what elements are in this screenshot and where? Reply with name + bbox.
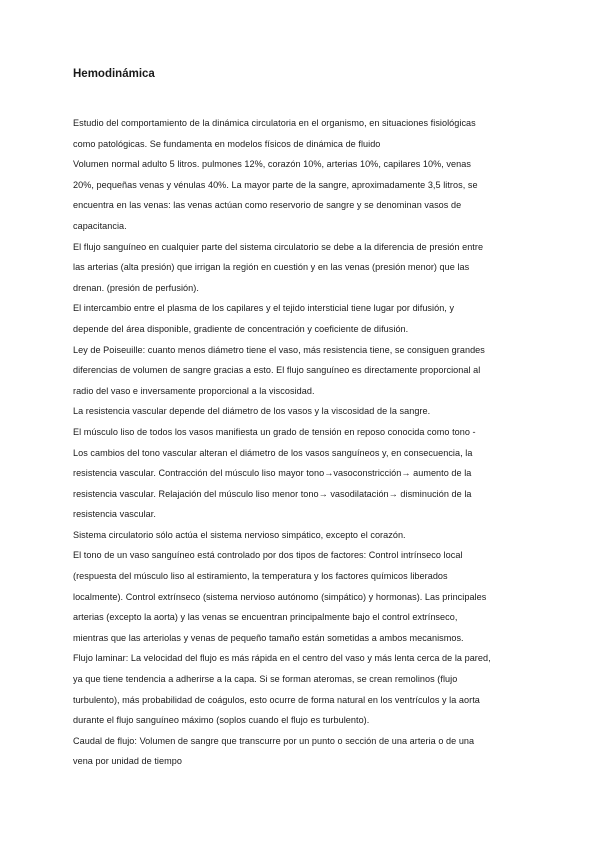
text-line: resistencia vascular. Relajación del músculo liso menor tono→ vasodilatación→ disminución de la [73,488,472,499]
text-line: resistencia vascular. Contracción del músculo liso mayor tono→vasoconstricción→ aumento de la [73,468,472,479]
text-line: Flujo laminar: La velocidad del flujo es más rápida en el centro del vaso y más lenta cerca de la pared, [73,653,491,664]
text-line: El intercambio entre el plasma de los capilares y el tejido intersticial tiene lugar por difusión, y [73,303,455,314]
text-line: Ley de Poiseuille: cuanto menos diámetro tiene el vaso, más resistencia tiene, se consiguen grandes [73,344,485,355]
text-line: turbulento), más probabilidad de coágulos, esto ocurre de forma natural en los ventrículos y la aorta [73,694,480,705]
text-line: 20%, pequeñas venas y vénulas 40%. La mayor parte de la sangre, aproximadamente 3,5 litros, se [73,179,478,190]
text-line: Caudal de flujo: Volumen de sangre que transcurre por un punto o sección de una arteria o de una [73,735,475,746]
text-line: Estudio del comportamiento de la dinámica circulatoria en el organismo, en situaciones fisiológicas [73,118,476,128]
paragraph [73,113,533,154]
document-title: Hemodinámica [73,68,155,80]
text-line: radio del vaso e inversamente proporcional a la viscosidad. [73,385,315,396]
text-line: capacitancia. [73,220,127,231]
text-line: depende del área disponible, gradiente de concentración y coeficiente de difusión. [73,323,409,334]
paragraph [73,422,533,525]
paragraph [73,731,533,772]
text-line: resistencia vascular. [73,509,156,520]
text-line: (respuesta del músculo liso al estiramiento, la temperatura y los factores químicos liberados [73,571,448,582]
paragraph [73,340,533,402]
text-line: El músculo liso de todos los vasos manifiesta un grado de tensión en reposo conocida como tono - [73,426,476,437]
document-body [73,113,533,772]
paragraph [73,154,533,236]
text-line: como patológicas. Se fundamenta en modelos físicos de dinámica de fluido [73,138,381,149]
text-line: Sistema circulatorio sólo actúa el sistema nervioso simpático, excepto el corazón. [73,529,406,540]
text-line: durante el flujo sanguíneo máximo (soplos cuando el flujo es turbulento). [73,715,370,726]
paragraph [73,298,533,339]
text-line: localmente). Control extrínseco (sistema nervioso autónomo (simpático) y hormonas). Las principales [73,591,487,602]
text-line: diferencias de volumen de sangre gracias a esto. El flujo sanguíneo es directamente proporcional al [73,365,481,376]
paragraph [73,237,533,299]
text-line: Volumen normal adulto 5 litros. pulmones 12%, corazón 10%, arterias 10%, capilares 10%, venas [73,159,471,170]
text-line: las arterias (alta presión) que irrigan la región en cuestión y en las venas (presión menor) que las [73,262,470,273]
paragraph [73,525,533,546]
text-line: encuentra en las venas: las venas actúan como reservorio de sangre y se denominan vasos de [73,200,462,211]
text-line: La resistencia vascular depende del diámetro de los vasos y la viscosidad de la sangre. [73,406,431,417]
paragraph [73,401,533,422]
paragraph [73,648,533,730]
paragraph [73,545,533,648]
text-line: ya que tiene tendencia a adherirse a la capa. Si se forman ateromas, se crean remolinos (flujo [73,674,458,685]
text-line: El flujo sanguíneo en cualquier parte del sistema circulatorio se debe a la diferencia de presión entre [73,241,484,252]
text-line: arterias (excepto la aorta) y las venas se encuentran principalmente bajo el control extrínseco, [73,612,458,623]
text-line: mientras que las arteriolas y venas de pequeño tamaño están sometidas a ambos mecanismos. [73,632,464,643]
text-line: drenan. (presión de perfusión). [73,282,199,293]
text-line: Los cambios del tono vascular alteran el diámetro de los vasos sanguíneos y, en consecuencia, la [73,447,473,458]
text-line: vena por unidad de tiempo [73,756,182,767]
text-line: El tono de un vaso sanguíneo está controlado por dos tipos de factores: Control intrínseco local [73,550,463,561]
